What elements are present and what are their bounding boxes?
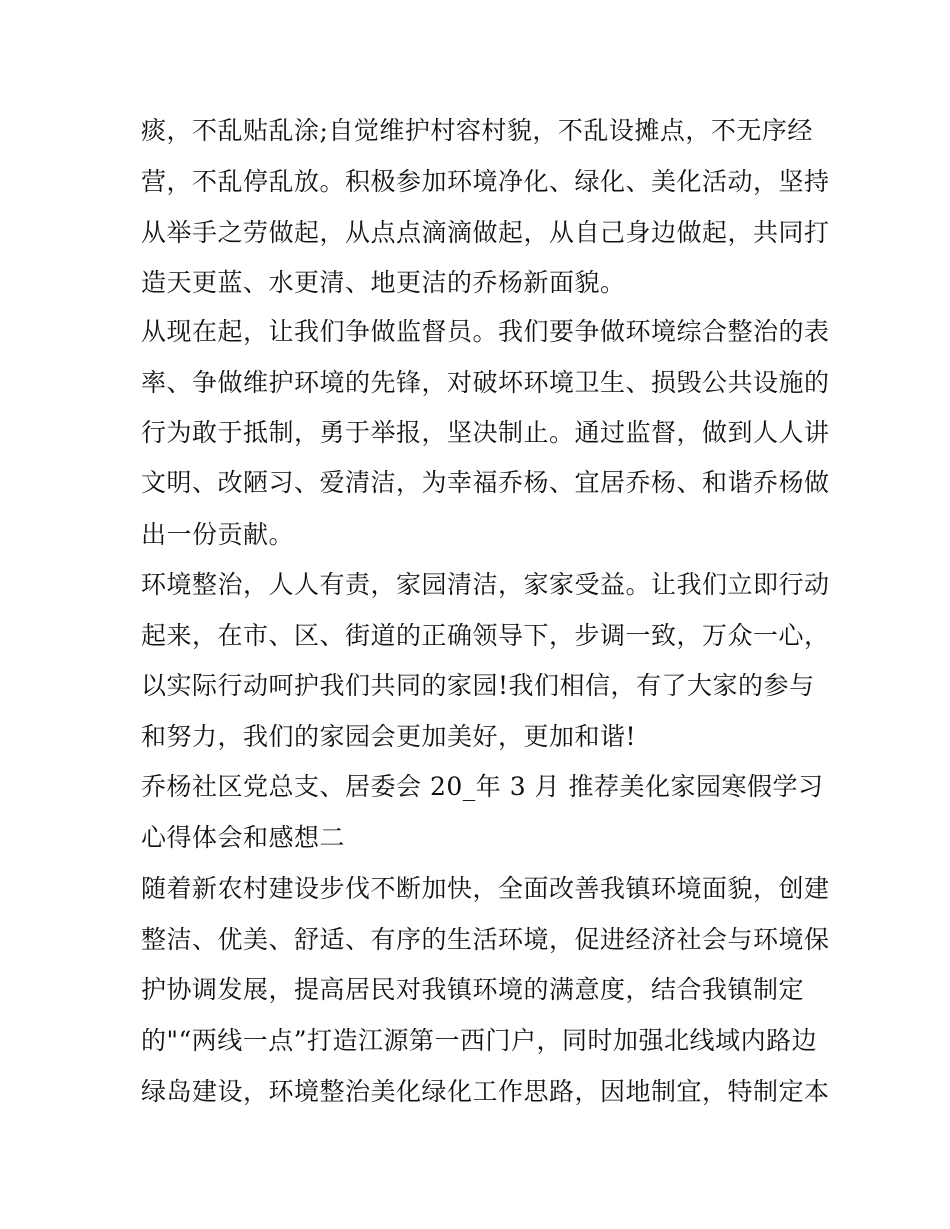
text-line: 护协调发展，提高居民对我镇环境的满意度，结合我镇制定 (141, 975, 805, 1004)
text-line: 起来，在市、区、街道的正确领导下，步调一致，万众一心， (141, 621, 830, 650)
text-line: 整洁、优美、舒适、有序的生活环境，促进经济社会与环境保 (141, 925, 830, 954)
text-line: 随着新农村建设步伐不断加快，全面改善我镇环境面貌，创建 (141, 874, 830, 903)
text-line: 乔杨社区党总支、居委会 20_年 3 月 推荐美化家园寒假学习 (141, 772, 824, 801)
text-line: 从举手之劳做起，从点点滴滴做起，从自己身边做起，共同打 (141, 218, 830, 247)
text-line: 以实际行动呵护我们共同的家园!我们相信，有了大家的参与 (141, 671, 815, 700)
text-line: 的"“两线一点”打造江源第一西门户，同时加强北线域内路边 (141, 1026, 818, 1055)
text-line: 行为敢于抵制，勇于举报，坚决制止。通过监督，做到人人讲 (141, 418, 830, 447)
text-line: 造天更蓝、水更清、地更洁的乔杨新面貌。 (141, 268, 626, 297)
text-line: 出一份贡献。 (141, 520, 295, 549)
text-line: 心得体会和感想二 (141, 823, 346, 852)
text-line: 痰，不乱贴乱涂;自觉维护村容村貌，不乱设摊点，不无序经 (141, 116, 813, 145)
text-line: 和努力，我们的家园会更加美好，更加和谐! (141, 722, 637, 751)
text-line: 环境整治，人人有责，家园清洁，家家受益。让我们立即行动 (141, 570, 830, 599)
text-line: 率、争做维护环境的先锋，对破坏环境卫生、损毁公共设施的 (141, 368, 830, 397)
text-line: 文明、改陋习、爱清洁，为幸福乔杨、宜居乔杨、和谐乔杨做 (141, 468, 830, 497)
text-line: 绿岛建设，环境整治美化绿化工作思路，因地制宜，特制定本 (141, 1077, 830, 1106)
text-line: 从现在起，让我们争做监督员。我们要争做环境综合整治的表 (141, 317, 830, 346)
text-line: 营，不乱停乱放。积极参加环境净化、绿化、美化活动，坚持 (141, 167, 830, 196)
